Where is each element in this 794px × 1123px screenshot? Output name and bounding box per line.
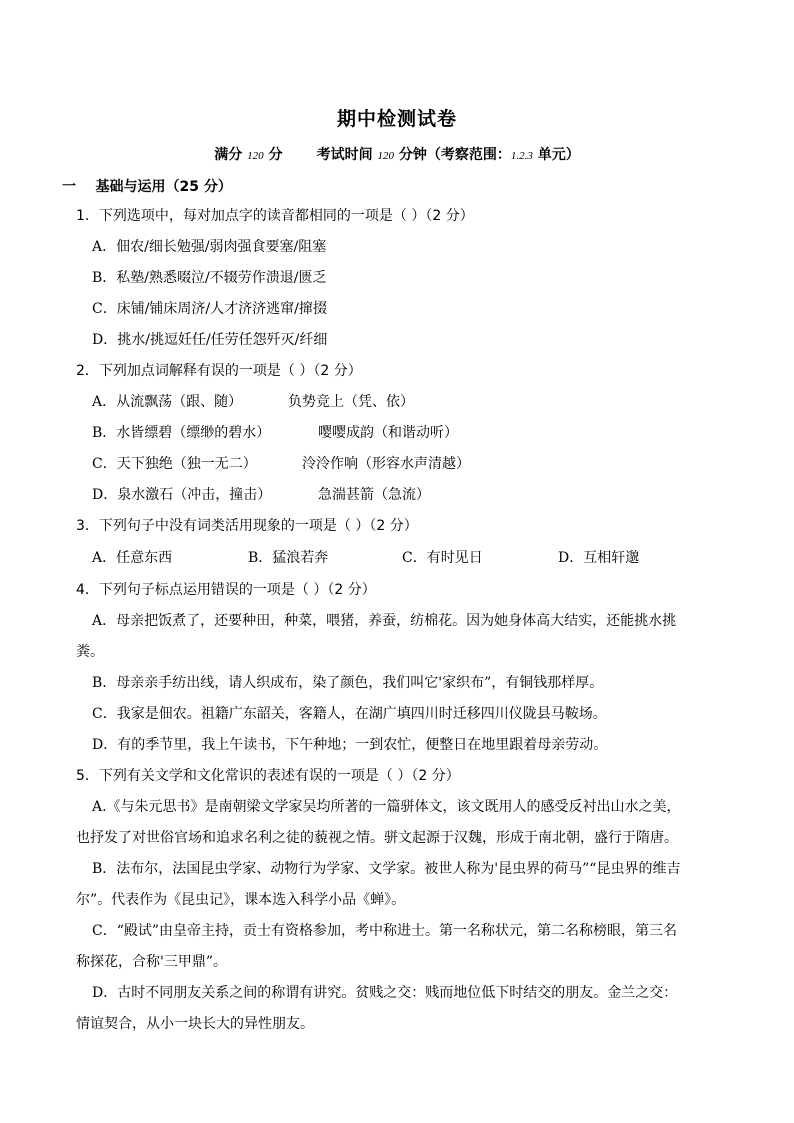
score-value: 120: [247, 150, 264, 162]
question-2-option-d-second: 急湍甚箭（急流）: [318, 487, 430, 503]
time-value: 120: [377, 150, 394, 162]
question-5-option-d-cont: 情谊契合，从小一块长大的异性朋友。: [76, 1016, 314, 1032]
question-2-option-c: C．天下独绝（独一无二）: [92, 456, 257, 472]
question-3-option-a: A．任意东西: [92, 550, 173, 566]
question-2-option-d: D．泉水激石（冲击，撞击）: [92, 487, 272, 503]
question-5-option-c: C．“殿试”由皇帝主持，贡士有资格参加，考中称进士。第一名称状元，第二名称榜眼，第三名: [92, 923, 678, 939]
question-5-stem: 5．下列有关文学和文化常识的表述有误的一项是（ ）（2 分）: [76, 768, 460, 784]
subtitle-end: 单元）: [532, 147, 580, 163]
question-4-option-c: C．我家是佃农。祖籍广东韶关，客籍人，在湖广填四川时迁移四川仪陇县马鞍场。: [92, 706, 607, 722]
question-5-option-a: A.《与朱元思书》是南朝梁文学家吴均所著的一篇骈体文，该文既用人的感受反衬出山水之美，: [92, 799, 681, 815]
question-1-stem: 1．下列选项中，每对加点字的读音都相同的一项是（ ）（2 分）: [76, 208, 474, 224]
scope-value: 1.2.3: [510, 150, 533, 162]
exam-subtitle: [0, 144, 794, 164]
question-5-option-c-cont: 称探花，合称'三甲鼎”。: [76, 954, 228, 970]
question-5-option-b: B．法布尔，法国昆虫学家、动物行为学家、文学家。被世人称为'昆虫界的荷马”“昆虫界的维吉: [92, 861, 681, 877]
question-4-option-b: B．母亲亲手纺出线，请人织成布，染了颜色，我们叫它'家织布”，有铜钱那样厚。: [92, 675, 604, 691]
page-title: 期中检测试卷: [336, 108, 457, 130]
question-3-option-c: C．有时见日: [402, 550, 483, 566]
question-5-option-b-cont: 尔”。代表作为《昆虫记》，课本选入科学小品《蝉》。: [76, 892, 406, 908]
question-1-option-c: C．床铺/铺床周济/人才济济逃窜/撺掇: [92, 301, 327, 317]
question-3-option-b: B．猛浪若奔: [248, 550, 329, 566]
subtitle-time-label: 分 考试时间: [263, 147, 378, 163]
subtitle-score-label: 满分: [214, 147, 248, 163]
question-1-option-d: D．挑水/挑逗妊任/任劳任怨歼灭/纤细: [92, 332, 328, 348]
question-3-stem: 3．下列句子中没有词类活用现象的一项是（ ）（2 分）: [76, 518, 418, 534]
question-2-option-a-second: 负势竞上（凭、依）: [288, 394, 414, 410]
question-4-stem: 4．下列句子标点运用错误的一项是（ ）（2 分）: [76, 582, 376, 598]
question-2-option-b-second: 嘤嘤成韵（和谐动听）: [318, 425, 458, 441]
question-2-option-a: A．从流飘荡（跟、随）: [92, 394, 243, 410]
question-4-option-a: A．母亲把饭煮了，还要种田，种菜，喂猪，养蚕，纺棉花。因为她身体高大结实，还能挑水挑: [92, 613, 677, 629]
question-5-option-d: D．古时不同朋友关系之间的称谓有讲究。贫贱之交：贱而地位低下时结交的朋友。金兰之交：: [92, 985, 678, 1001]
question-2-stem: 2．下列加点词解释有误的一项是（ ）（2 分）: [76, 363, 362, 379]
question-2-option-b: B．水皆缥碧（缥缈的碧水）: [92, 425, 271, 441]
question-4-option-d: D．有的季节里，我上午读书，下午种地；一到农忙，便整日在地里跟着母亲劳动。: [92, 737, 608, 753]
question-1-option-b: B．私塾/熟悉啜泣/不辍劳作溃退/匮乏: [92, 270, 327, 286]
question-4-option-a-cont: 粪。: [76, 644, 104, 660]
subtitle-scope-label: 分钟（考察范围：: [394, 147, 511, 163]
section-heading: 一 基础与运用（25 分）: [62, 179, 232, 195]
question-1-option-a: A．佃农/细长勉强/弱肉强食要塞/阻塞: [92, 239, 327, 255]
question-3-option-d: D．互相轩邈: [558, 550, 640, 566]
question-5-option-a-cont: 也抒发了对世俗官场和追求名利之徒的藐视之情。骈文起源于汉魏，形成于南北朝，盛行于隋唐。: [76, 830, 678, 846]
question-2-option-c-second: 泠泠作响（形容水声清越）: [302, 456, 470, 472]
